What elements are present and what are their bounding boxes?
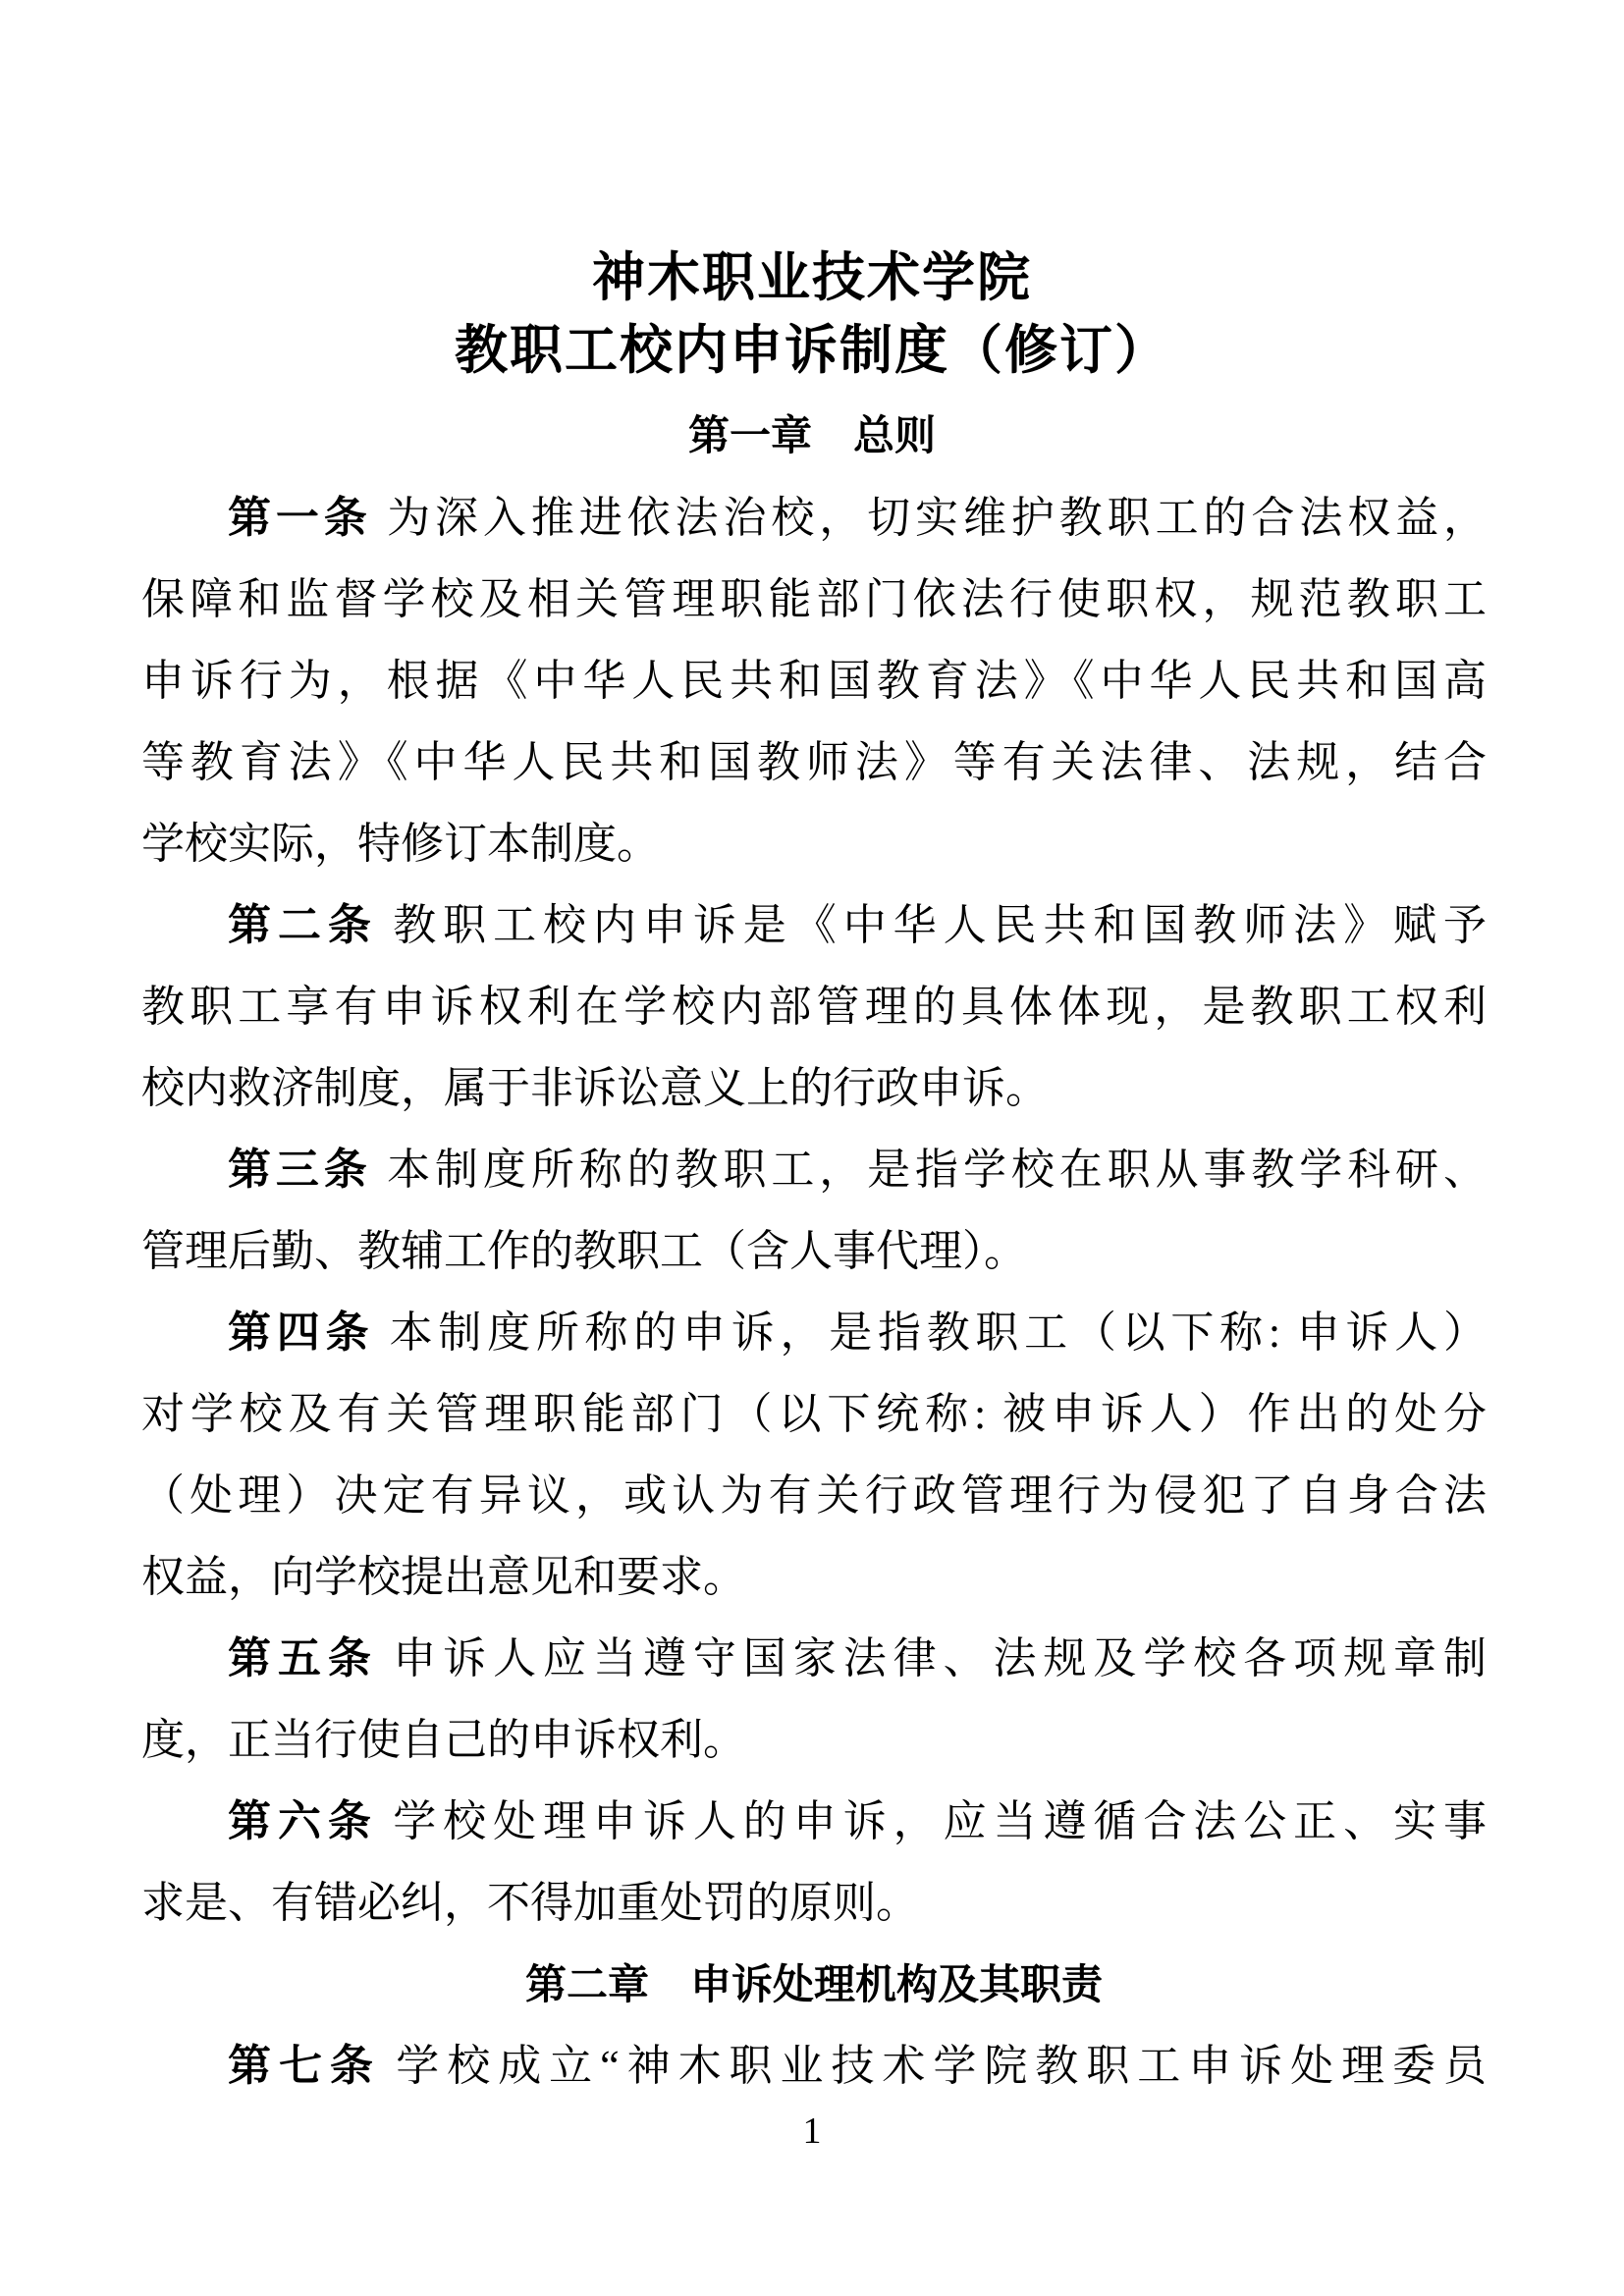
text-line: 申诉行为，根据《中华人民共和国教育法》《中华人民共和国高 xyxy=(141,657,1487,705)
article-label: 第七条 xyxy=(228,2042,381,2090)
text-line: 管理后勤、教辅工作的教职工（含人事代理）。 xyxy=(141,1227,1027,1275)
text-line: 第三条 本制度所称的教职工，是指学校在职从事教学科研、 xyxy=(228,1146,1488,1194)
text-line: 第六条 学校处理申诉人的申诉，应当遵循合法公正、实事 xyxy=(228,1797,1487,1845)
chapter-heading: 第二章 申诉处理机构及其职责 xyxy=(524,1961,1103,2007)
text-line: 求是、有错必纠，不得加重处罚的原则。 xyxy=(141,1879,919,1927)
article-label: 第三条 xyxy=(228,1146,372,1194)
text-line: 对学校及有关管理职能部门（以下统称: 被申诉人）作出的处分 xyxy=(141,1390,1487,1438)
article-label: 第五条 xyxy=(228,1634,378,1682)
document-title-line-2: 教职工校内申诉制度（修订） xyxy=(455,321,1169,380)
text-line: 第二条 教职工校内申诉是《中华人民共和国教师法》赋予 xyxy=(228,901,1487,949)
text-line: 保障和监督学校及相关管理职能部门依法行使职权，规范教职工 xyxy=(141,575,1487,623)
text-line: 第七条 学校成立“神木职业技术学院教职工申诉处理委员 xyxy=(228,2042,1488,2090)
text-line: 权益，向学校提出意见和要求。 xyxy=(141,1553,746,1601)
text-line: 等教育法》《中华人民共和国教师法》等有关法律、法规，结合 xyxy=(141,738,1487,786)
article-label: 第二条 xyxy=(228,901,378,949)
text-line: 校内救济制度，属于非诉讼意义上的行政申诉。 xyxy=(141,1064,1049,1112)
page-number: 1 xyxy=(802,2110,822,2152)
article-label: 第四条 xyxy=(228,1308,375,1357)
text-line: 第四条 本制度所称的申诉，是指教职工（以下称: 申诉人） xyxy=(228,1308,1488,1357)
text-line: 第五条 申诉人应当遵守国家法律、法规及学校各项规章制 xyxy=(228,1634,1487,1682)
text-line: 学校实际，特修订本制度。 xyxy=(141,820,660,868)
text-line: 第一条 为深入推进依法治校，切实维护教职工的合法权益， xyxy=(228,494,1488,542)
text-line: 教职工享有申诉权利在学校内部管理的具体体现，是教职工权利 xyxy=(141,983,1487,1031)
text-line: 度，正当行使自己的申诉权利。 xyxy=(141,1716,746,1764)
chapter-heading: 第一章 总则 xyxy=(687,412,936,458)
document-title xyxy=(137,241,1487,387)
document-body xyxy=(141,477,1487,2107)
article-label: 第六条 xyxy=(228,1797,378,1845)
article-label: 第一条 xyxy=(228,494,372,542)
document-title-line-1: 神木职业技术学院 xyxy=(592,248,1032,307)
text-line: （处理）决定有异议，或认为有关行政管理行为侵犯了自身合法 xyxy=(141,1471,1487,1520)
